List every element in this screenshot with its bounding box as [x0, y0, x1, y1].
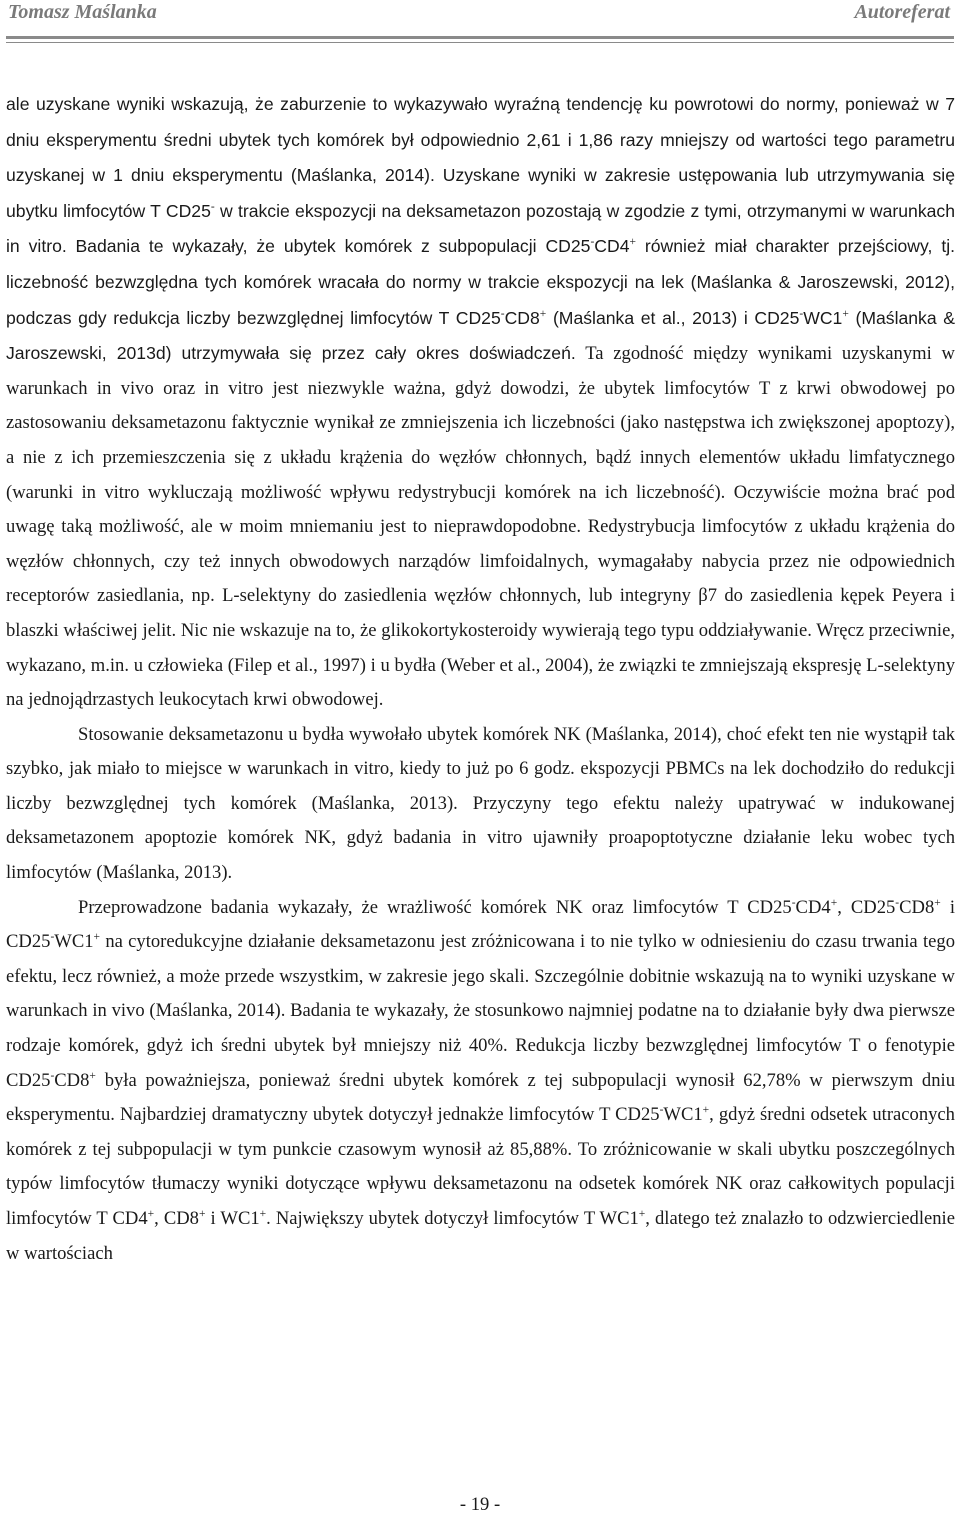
- sentence: , CD8: [154, 1208, 199, 1229]
- sentence: w trakcie ekspozycji na deksametazon pozostają w zgodzie z tymi, otrzymanymi w warunkach in vitro.: [6, 200, 955, 257]
- sentence: również miał charakter przejściowy, tj. liczebność bezwzględna tych komórek wracała do normy w trakcie ekspozycji na lek (Maślanka & Jaroszewski, 2012), podczas gdy redukcja liczby bezwzględnej limfocytów T CD25: [6, 236, 955, 328]
- sentence: ale uzyskane wyniki wskazują, że zaburzenie to wykazywało wyraźną tendencję ku powrotowi do normy, ponieważ w 7 dniu eksperymentu średni ubytek tych komórek był odpowiednio 2,61 i 1,86 razy mniejszy od wartości tego parametru uzyskanej w 1 dniu eksperymentu (Maślanka, 2014).: [6, 94, 955, 186]
- sentence: CD4: [594, 236, 630, 257]
- paragraph-3: [6, 891, 955, 1272]
- header-doc-type: Autoreferat: [854, 1, 950, 23]
- superscript: -: [500, 307, 505, 320]
- superscript: -: [895, 896, 900, 909]
- sentence: WC1: [663, 1104, 703, 1126]
- header-author: Tomasz Maślanka: [8, 1, 157, 23]
- sentence: i WC1: [205, 1208, 260, 1229]
- sentence: Uzyskane wyniki w zakresie ustępowania lub utrzymywania się ubytku limfocytów T CD25: [6, 165, 955, 221]
- superscript: -: [210, 200, 215, 213]
- sentence: CD4: [795, 896, 831, 918]
- sentence: WC1: [54, 931, 94, 953]
- sentence: Ta zgodność między wynikami uzyskanymi w warunkach in vivo oraz in vitro jest niezwykle ważna, gdyż dowodzi, że ubytek limfocytów T z krwi obwodowej po zastosowaniu deksametazonu faktycznie wynikał ze zmniejszenia ich liczebności (jako następstwa ich zwiększonej apoptozy), a nie z ich przemieszczenia się z układu krążenia do węzłów chłonnych, bądź innych elementów układu limfatycznego (warunki in vitro wykluczają możliwość wpływu redystrybucji komórek na ich liczebność). Oczywiście można brać pod uwagę taką możliwość, ale w moim mniemaniu jest to nieprawdopodobne. Redystrybucja limfocytów z układu krążenia do węzłów chłonnych, czy też innych obwodowych narządów limfoidalnych, wymagałaby nabycia przez nie odpowiednich receptorów zasiedlania, np. L-selektyny do zasiedlenia węzłów chłonnych, lub integryny β7 do zasiedlenia kępek Peyera i blaszki właściwej jelit. Nic nie wskazuje na to, że glikokortykosteroidy wywierają tego typu oddziaływanie. Wręcz przeciwnie, wykazano, m.in. u człowieka (Filep et al., 1997) i u bydła (Weber et al., 2004), że związki te zmniejszają ekspresję L-selektyny na jednojądrzastych leukocytach krwi obwodowej.: [6, 343, 955, 711]
- sentence: na cytoredukcyjne działanie deksametazonu jest zróżnicowana i to nie tylko w odniesieniu do czasu trwania tego efektu, lecz również, a może przede wszystkim, w zakresie jego skali. Szczególnie dobitnie wskazują na to wyniki uzyskane w warunkach in vivo (Maślanka, 2014). Badania te wykazały, że stosunkowo najmniej podatne na to działanie były dwa pierwsze rodzaje komórek, gdyż ich średni ubytek był mniejszy niż 40%. Redukcja liczby bezwzględnej limfocytów T o fenotypie CD25: [6, 931, 955, 1091]
- superscript: -: [659, 1104, 664, 1117]
- sentence: (Maślanka et al., 2013) i CD25: [546, 307, 800, 328]
- sentence: CD8: [899, 896, 935, 918]
- sentence: CD8: [504, 307, 540, 328]
- superscript: +: [147, 1208, 155, 1220]
- sentence: , dlatego też znalazło to odzwierciedlenie w wartościach: [6, 1208, 955, 1264]
- superscript: +: [934, 896, 941, 909]
- sentence: . Największy ubytek dotyczył limfocytów T WC1: [266, 1208, 639, 1229]
- superscript: +: [93, 931, 101, 944]
- header-rule: [6, 36, 954, 39]
- superscript: +: [702, 1104, 710, 1117]
- sentence: Przeprowadzone badania wykazały, że wrażliwość komórek NK oraz limfocytów T CD25: [78, 896, 792, 918]
- superscript: +: [539, 307, 547, 320]
- superscript: -: [799, 307, 804, 320]
- superscript: +: [842, 307, 849, 320]
- sentence: Badania te wykazały, że ubytek komórek z subpopulacji CD25: [75, 236, 591, 257]
- paragraph-2: Stosowanie deksametazonu u bydła wywołało ubytek komórek NK (Maślanka, 2014), choć efekt ten nie wystąpił tak szybko, jak miało to miejsce w warunkach in vitro, kiedy to już po 6 godz. ekspozycji PBMCs na lek dochodziło do redukcji liczby bezwzględnej tych komórek (Maślanka, 2013). Przyczyny tego efektu należy upatrywać w indukowanej deksametazonem apoptozie komórek NK, gdyż badania in vitro ujawniły proapoptotyczne działanie leku wobec tych limfocytów (Maślanka, 2013).: [6, 723, 955, 884]
- sentence: (Maślanka & Jaroszewski, 2013d) utrzymywała się przez cały okres doświadczeń.: [6, 307, 956, 364]
- superscript: -: [50, 1069, 55, 1082]
- header-rule-thin: [6, 42, 954, 43]
- sentence: była poważniejsza, ponieważ średni ubytek komórek z tej subpopulacji wynosił 62,78% w pierwszym dniu eksperymentu. Najbardziej dramatyczny ubytek dotyczył jednakże limfocytów T CD25: [6, 1069, 955, 1126]
- page-number: - 19 -: [459, 1494, 501, 1515]
- superscript: +: [638, 1208, 646, 1220]
- superscript: +: [198, 1208, 206, 1220]
- superscript: -: [791, 896, 796, 909]
- superscript: -: [590, 236, 595, 249]
- sentence: WC1: [803, 307, 843, 328]
- superscript: +: [259, 1208, 267, 1220]
- superscript: +: [89, 1069, 96, 1082]
- superscript: +: [629, 236, 636, 249]
- sentence: CD8: [54, 1069, 90, 1091]
- paragraph-1: [6, 87, 955, 718]
- document-body: [6, 87, 955, 1271]
- sentence: , CD25: [837, 896, 896, 918]
- sentence: i CD25: [6, 896, 955, 953]
- sentence: , gdyż średni odsetek utraconych komórek z tej subpopulacji w tym punkcie czasowym wynosił aż 85,88%. To zróżnicowanie w skali ubytku poszczególnych typów limfocytów tłumaczy wyniki dotyczące wpływu deksametazonu na odsetek komórek NK oraz całkowitych populacji limfocytów T CD4: [6, 1104, 955, 1229]
- superscript: +: [830, 896, 838, 909]
- superscript: -: [50, 931, 55, 944]
- page-header: [0, 0, 960, 36]
